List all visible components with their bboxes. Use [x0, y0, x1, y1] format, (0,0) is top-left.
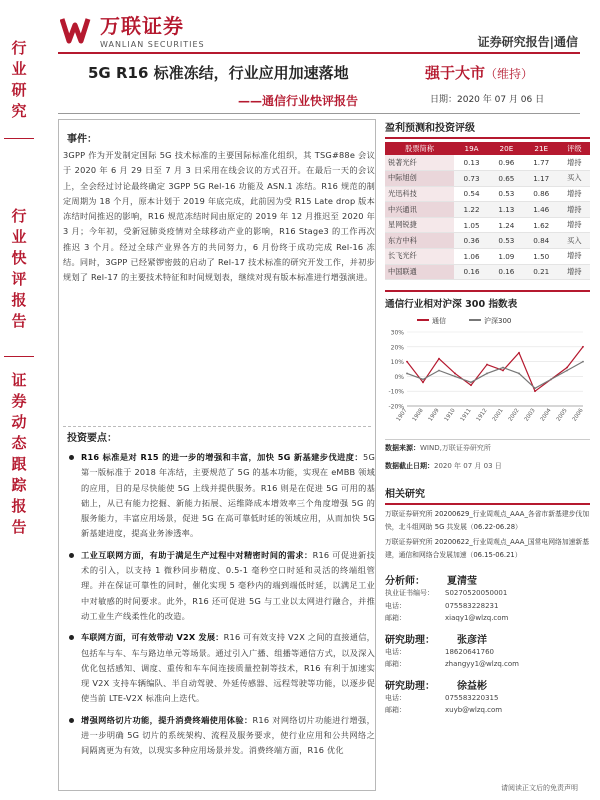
table-cell: 1.06: [454, 249, 489, 265]
data-date: [385, 461, 590, 471]
analyst-head: [385, 572, 590, 587]
column-header: 20E: [489, 142, 524, 155]
data-date-value: 2020 年 07 月 03 日: [434, 462, 502, 471]
table-cell: 1.24: [489, 217, 524, 233]
contact-value: S0270520050001: [445, 589, 508, 598]
table-cell: 0.73: [454, 171, 489, 187]
header-divider: [58, 52, 580, 54]
analyst-contact-row: [385, 704, 590, 717]
sidebar-quick-review: 行业快评报告: [11, 207, 27, 330]
table-cell: 0.16: [454, 264, 489, 280]
bullet-text: R16 可有效支持 V2X 之间的直接通信，包括车与车、车与路边单元等场景。通过引入广播、组播等通信方式，以及深入优化包括感知、调度、重传和车车间连接质量控制等技术，R16 有利于加速实现 V2X 支持车辆编队、半自动驾驶、外延传感器、远程驾驶等功能，以逐步促使当前 LTE-V2X 标准向上迭代。: [81, 632, 375, 704]
x-tick-label: 1910: [443, 407, 457, 423]
sidebar-tracking-report: 证券动态跟踪报告: [11, 371, 27, 536]
contact-label: 电话：: [385, 647, 406, 656]
source-text: WIND,万联证券研究所: [420, 444, 491, 453]
bullet-bold: R16 标准是对 R15 的进一步的增强和丰富，加快 5G 新基建步伐进度：: [81, 452, 364, 462]
logo-cn-text: 万联证券: [100, 14, 184, 38]
related-item[interactable]: 万联证券研究所 20200629_行业周观点_AAA_各省市新基建步伐加快，北斗组网助 5G 共发展（06.22-06.28）: [385, 510, 590, 532]
contact-value: 075583220315: [445, 693, 499, 702]
bullet-point: [63, 630, 375, 706]
table-row: [385, 264, 590, 280]
data-date-label: 数据截止日期：: [385, 462, 434, 471]
chart-title: 通信行业相对沪深 300 指数表: [385, 299, 518, 311]
data-point: [470, 385, 472, 387]
analyst-info: [385, 572, 590, 717]
analyst-name: 张彦洋: [457, 634, 487, 646]
data-point: [406, 373, 408, 375]
sidebar-separator: [4, 356, 34, 357]
x-tick-label: 1912: [475, 407, 489, 423]
event-text: 3GPP 作为开发制定国际 5G 技术标准的主要国际标准化组织，其 TSG#88e 会议于 2020 年 6 月 29 日至 7 月 3 日采用在线会议的方式召开。在最后一天的会议上，全会经过讨论最终确定 3GPP 5G Rel-16 功能及 ASN.1 冻结。R16 规范的制定周期为 18 个月，原本计划于 2019 年底完成，此前因为受 R15 Late drop 版本冻结时间推迟的影响，R16 规范冻结时间由原定的 2019 年 12 月推迟至 2020 年 3 月；今年初，受新冠肺炎疫情对全球移动产业的影响，R16 Stage3 的工作再次推迟 3 个月。经过全球产业界各方的共同努力，6 月份终于成功完成 Rel-16 冻结。同时，3GPP 已经紧锣密鼓的启动了 Rel-17 技术标准的研究开发工作，并初步规划了 Rel-17 的主要技术特征和时间规划表，继续对现有版本标准进行增强演进。: [63, 150, 375, 283]
chart-svg: [385, 310, 590, 438]
company-logo: [60, 10, 205, 49]
table-cell: 1.46: [524, 202, 559, 218]
contact-label: 邮箱：: [385, 614, 406, 623]
column-header: 21E: [524, 142, 559, 155]
legend-label: 沪深300: [484, 317, 512, 326]
bullet-point: [63, 450, 375, 542]
table-cell: 1.05: [454, 217, 489, 233]
table-row: [385, 186, 590, 202]
bullet-bold: 增强网络切片功能，提升消费终端使用体验：: [81, 714, 253, 725]
data-point: [566, 367, 568, 369]
table-cell: 买入: [559, 171, 590, 187]
data-point: [486, 373, 488, 375]
x-tick-label: 2003: [523, 407, 537, 423]
report-date: 日期：2020 年 07 月 06 日: [430, 95, 545, 105]
logo-en-text: WANLIAN SECURITIES: [100, 40, 205, 49]
analyst-head: [385, 677, 590, 692]
table-row: [385, 249, 590, 265]
table-row: [385, 171, 590, 187]
stock-name-cell: 星网锐捷: [385, 217, 454, 233]
bullet-text: 5G 第一版标准于 2018 年冻结，主要规范了 5G 的基本功能，实现在 eMBB 领域的应用，目的是尽快能使 5G 上线并提供服务。R16 则是在促进 5G 可用的基础上，从已有能力挖掘、新能力拓展、运维降成本增效率三个角度增强 5G 的服务能力，丰富应用场景，促进 5G 在高可靠低时延的领域应用，从而加快 5G 新基建进度，提高业务渗透率。: [81, 452, 375, 539]
data-point: [534, 391, 536, 393]
related-title: 相关研究: [385, 485, 590, 505]
table-cell: 1.09: [489, 249, 524, 265]
table-cell: 增持: [559, 155, 590, 171]
analyst-contact-row: [385, 692, 590, 705]
rating-sub: （维持）: [485, 67, 534, 81]
stock-name-cell: 长飞光纤: [385, 249, 454, 265]
data-point: [470, 382, 472, 384]
analyst-contact-row: [385, 612, 590, 625]
table-cell: 0.16: [489, 264, 524, 280]
analyst-contact-row: [385, 600, 590, 613]
table-cell: 1.62: [524, 217, 559, 233]
source-label: 数据来源：: [385, 444, 420, 453]
report-type: 证券研究报告|通信: [477, 35, 578, 49]
event-heading: 事件：: [67, 134, 97, 145]
data-point: [534, 388, 536, 390]
contact-label: 电话：: [385, 693, 406, 702]
table-row: [385, 155, 590, 171]
analyst-role: 分析师：: [385, 576, 425, 588]
index-chart: [385, 290, 590, 440]
y-tick-label: 30%: [390, 329, 404, 337]
y-tick-label: -20%: [388, 403, 404, 411]
x-tick-label: 1907: [395, 407, 409, 423]
analyst-contact-row: [385, 658, 590, 671]
series-line: [407, 347, 583, 391]
data-point: [438, 370, 440, 372]
data-point: [502, 367, 504, 369]
right-panel: [385, 119, 590, 717]
data-point: [422, 382, 424, 384]
analyst-contact-row: [385, 587, 590, 600]
table-cell: 1.77: [524, 155, 559, 171]
data-point: [486, 364, 488, 366]
title-divider: [58, 113, 580, 114]
bullet-text: R16 对网络切片功能进行增强，进一步明确 5G 切片的系统架构、流程及服务要求，使行业应用和公共网络之间隔离更为有效，以现实多种应用场景并发。消费终端方面，R16 优化: [81, 714, 375, 756]
data-point: [582, 346, 584, 348]
rating: [425, 62, 533, 83]
table-cell: 0.21: [524, 264, 559, 280]
footer-disclaimer: 请阅读正文后的免责声明: [501, 784, 578, 792]
table-cell: 0.36: [454, 233, 489, 249]
data-point: [566, 370, 568, 372]
column-header: 19A: [454, 142, 489, 155]
analyst-role: 研究助理：: [385, 634, 435, 646]
table-cell: 0.13: [454, 155, 489, 171]
analyst-name: 徐益彬: [457, 680, 487, 692]
page-header: [0, 0, 600, 55]
table-cell: 1.17: [524, 171, 559, 187]
contact-label: 执业证书编号：: [385, 589, 434, 598]
contact-value[interactable]: xuyb@wlzq.com: [445, 706, 503, 715]
table-cell: 0.86: [524, 186, 559, 202]
x-tick-label: 2001: [491, 407, 505, 423]
contact-value[interactable]: zhangyy1@wlzq.com: [445, 660, 519, 669]
sidebar-industry-research: 行业研究: [11, 39, 27, 120]
analyst-contact-row: [385, 646, 590, 659]
x-tick-label: 1911: [459, 407, 473, 423]
stock-name-cell: 东方中科: [385, 233, 454, 249]
section-divider: [63, 426, 371, 427]
x-tick-label: 1908: [411, 407, 425, 423]
data-point: [502, 370, 504, 372]
stock-name-cell: 中际旭创: [385, 171, 454, 187]
contact-value: 18620641760: [445, 647, 494, 656]
main-content: [58, 119, 376, 791]
analyst-head: [385, 631, 590, 646]
stock-name-cell: 中国联通: [385, 264, 454, 280]
bullet-point: [63, 548, 375, 624]
x-tick-label: 1909: [427, 407, 441, 423]
related-item[interactable]: 万联证券研究所 20200622_行业周观点_AAA_国常电网络加速新基建，通信和网络合发展加速（06.15-06.21）: [385, 538, 590, 560]
x-tick-label: 2005: [555, 407, 569, 423]
x-tick-label: 2004: [539, 407, 553, 423]
table-cell: 增持: [559, 264, 590, 280]
w-logo-icon: [60, 15, 94, 45]
estimates-table: [385, 142, 590, 280]
table-cell: 增持: [559, 217, 590, 233]
table-cell: 0.53: [489, 233, 524, 249]
data-point: [406, 361, 408, 363]
rating-main: 强于大市: [425, 64, 486, 82]
contact-value: 075583228231: [445, 601, 499, 610]
table-cell: 1.50: [524, 249, 559, 265]
bullet-bold: 工业互联网方面，有助于满足生产过程中对精密时间的需求：: [81, 549, 313, 560]
table-cell: 增持: [559, 186, 590, 202]
sidebar-separator: [4, 138, 34, 139]
contact-label: 邮箱：: [385, 660, 406, 669]
data-point: [454, 376, 456, 378]
stock-name-cell: 锐著光纤: [385, 155, 454, 171]
table-header-row: [385, 142, 590, 155]
table-cell: 0.54: [454, 186, 489, 202]
related-research: [385, 485, 590, 562]
table-cell: 1.22: [454, 202, 489, 218]
y-tick-label: 0%: [394, 374, 404, 382]
analyst-name: 夏清莹: [447, 576, 477, 588]
x-tick-label: 2006: [571, 407, 585, 423]
table-cell: 0.53: [489, 186, 524, 202]
table-row: [385, 217, 590, 233]
column-header: 评级: [559, 142, 590, 155]
table-cell: 0.96: [489, 155, 524, 171]
data-point: [518, 373, 520, 375]
legend-label: 通信: [432, 317, 446, 326]
y-tick-label: -10%: [388, 388, 404, 396]
data-point: [582, 361, 584, 363]
report-title: 5G R16 标准冻结，行业应用加速落地: [88, 64, 349, 82]
table-row: [385, 233, 590, 249]
stock-name-cell: 光迅科技: [385, 186, 454, 202]
estimates-title: 盈利预测和投资评级: [385, 119, 590, 139]
sidebar: [0, 38, 38, 800]
table-cell: 1.13: [489, 202, 524, 218]
table-row: [385, 202, 590, 218]
bullet-point: [63, 713, 375, 759]
report-subtitle: ——通信行业快评报告: [238, 94, 359, 108]
table-cell: 增持: [559, 249, 590, 265]
contact-value[interactable]: xiaqy1@wlzq.com: [445, 614, 509, 623]
column-header: 股票简称: [385, 142, 454, 155]
table-cell: 0.84: [524, 233, 559, 249]
bullet-bold: 车联网方面，可有效带动 V2X 发展：: [81, 632, 224, 643]
estimates-body: [385, 155, 590, 280]
data-point: [422, 379, 424, 381]
data-point: [438, 358, 440, 360]
x-tick-label: 2002: [507, 407, 521, 423]
table-cell: 0.65: [489, 171, 524, 187]
points-heading: 投资要点：: [67, 433, 117, 444]
data-point: [454, 373, 456, 375]
y-tick-label: 20%: [390, 344, 404, 352]
stock-name-cell: 中兴通讯: [385, 202, 454, 218]
analyst-role: 研究助理：: [385, 680, 435, 692]
y-tick-label: 10%: [390, 359, 404, 367]
bullet-text: R16 可促进新技术的引入，以支持 1 微秒同步精度、0.5-1 毫秒空口时延和灵活的终端组管理。并在保证可靠性的同时，催化实现 5 毫秒内的端到端低时延，以满足工业中对敏感的时间要求。此外，R16 还可促进 5G 与工业以太网进行融合，并推动工业生产线柔性化的改造。: [81, 549, 375, 621]
table-cell: 增持: [559, 202, 590, 218]
chart-source: [385, 443, 590, 453]
data-point: [550, 379, 552, 381]
data-point: [518, 352, 520, 354]
investment-points: [63, 429, 375, 765]
event-section: [63, 130, 375, 286]
table-cell: 买入: [559, 233, 590, 249]
contact-label: 邮箱：: [385, 706, 406, 715]
contact-label: 电话：: [385, 601, 406, 610]
